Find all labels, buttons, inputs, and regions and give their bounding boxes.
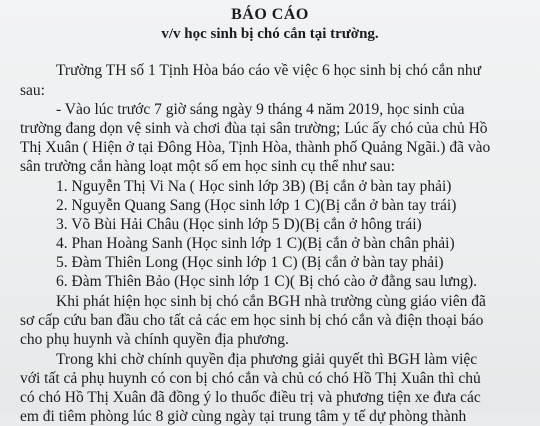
response-line-2: sơ cấp cứu ban đầu cho tất cả các em học sinh bị chó cắn và điện thoại báo	[20, 312, 484, 329]
followup-line-4: em đi tiêm phòng lúc 8 giờ cùng ngày tại trung tâm y tế dự phòng thành	[20, 408, 467, 425]
document-subtitle: v/v học sinh bị chó cắn tại trường.	[161, 26, 379, 42]
student-item-6: 6. Đàm Thiên Bảo (Học sinh lớp 1 C)( Bị chó cào ở đằng sau lưng).	[56, 273, 477, 290]
response-line-3: cho phụ huynh và chính quyền địa phương.	[20, 331, 289, 348]
event-line-3: Thị Xuân ( Hiện ở tại Đông Hòa, Tịnh Hòa, thành phố Quảng Ngãi.) đã vào	[20, 139, 491, 156]
intro-line-2: sau:	[20, 82, 45, 99]
response-line-1: Khi phát hiện học sinh bị chó cắn BGH nhà trường cùng giáo viên đã	[56, 293, 486, 310]
student-item-2: 2. Nguyễn Quang Sang (Học sinh lớp 1 C)(Bị cắn ở bàn tay trái)	[56, 197, 457, 214]
followup-line-1: Trong khi chờ chính quyền địa phương giải quyết thì BGH làm việc	[56, 351, 478, 368]
followup-line-2: với tất cả phụ huynh có con bị chó cắn và chủ có chó Hồ Thị Xuân thì chủ	[20, 370, 481, 387]
followup-line-3: có chó Hồ Thị Xuân đã đồng ý lo thuốc điều trị và phương tiện xe đưa các	[20, 389, 481, 406]
student-item-5: 5. Đàm Thiên Long (Học sinh lớp 1 C) (Bị cắn ở bàn tay phải)	[56, 254, 444, 271]
intro-line-1: Trường TH số 1 Tịnh Hòa báo cáo về việc 6 học sinh bị chó cắn như	[56, 62, 482, 79]
event-line-2: trường đang dọn vệ sinh và chơi đùa tại sân trường; Lúc ấy chó của chủ Hồ	[20, 120, 488, 137]
event-line-4: sân trường cắn hàng loạt một số em học sinh cụ thể như sau:	[20, 158, 395, 175]
student-item-1: 1. Nguyễn Thị Vi Na ( Học sinh lớp 3B) (Bị cắn ở bàn tay phải)	[56, 178, 452, 195]
document-title: BÁO CÁO	[231, 6, 309, 23]
student-item-3: 3. Võ Bùi Hải Châu (Học sinh lớp 5 D)(Bị cắn ở hông trái)	[56, 216, 422, 233]
event-line-1: - Vào lúc trước 7 giờ sáng ngày 9 tháng 4 năm 2019, học sinh của	[56, 101, 465, 118]
student-item-4: 4. Phan Hoàng Sanh (Học sinh lớp 1 C)(Bị cắn ở bàn chân phải)	[56, 235, 455, 252]
